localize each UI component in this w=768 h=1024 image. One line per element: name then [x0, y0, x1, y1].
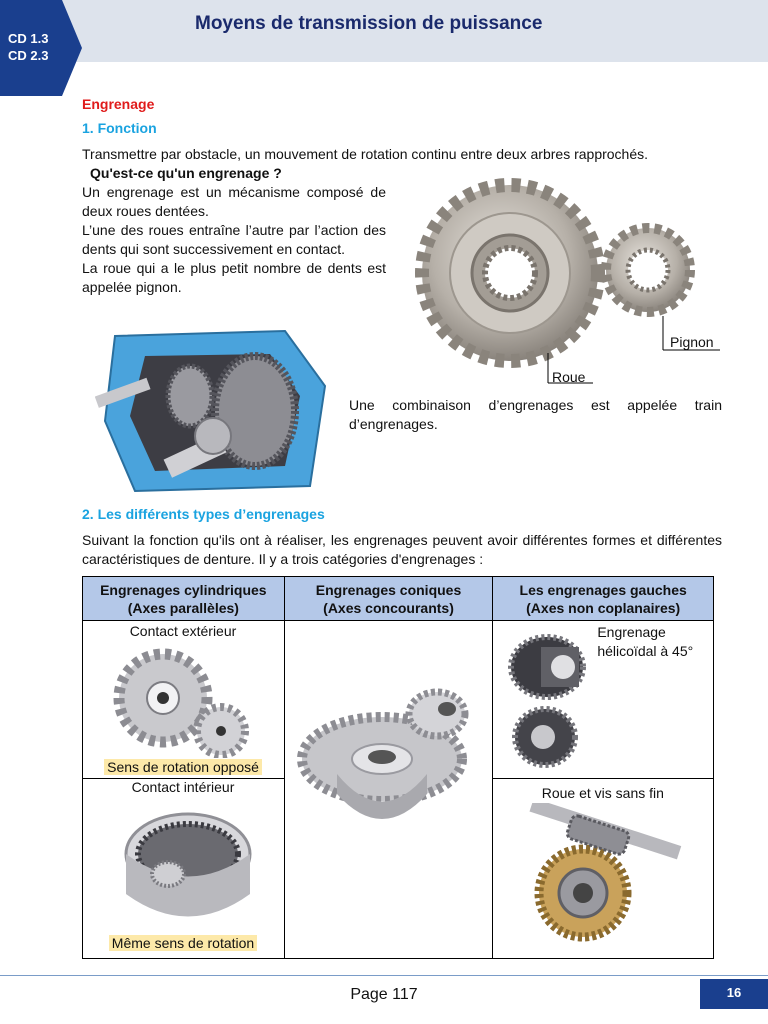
- helicoidal-line2: hélicoïdal à 45°: [597, 643, 694, 659]
- subheading-types: 2. Les différents types d’engrenages: [82, 506, 325, 522]
- page-title: Moyens de transmission de puissance: [195, 13, 543, 34]
- gearbox-image: [95, 326, 335, 496]
- badge-line-1: CD 1.3: [8, 31, 49, 46]
- label-pignon: Pignon: [670, 334, 714, 350]
- train-text: Une combinaison d’engrenages est appelée train d’engrenages.: [349, 397, 722, 432]
- meme-sens-label: [83, 935, 283, 951]
- roue-vis-label: Roue et vis sans fin: [541, 785, 664, 801]
- helical-gear-image: [505, 627, 595, 775]
- subheading-fonction: 1. Fonction: [82, 120, 157, 136]
- external-gear-image: [111, 643, 261, 758]
- cell-contact-exterieur: [83, 621, 285, 779]
- gear-types-table: [82, 576, 714, 959]
- definition-text: [82, 183, 386, 297]
- cell-coniques: [284, 621, 493, 959]
- definition-p1: Un engrenage est un mécanisme composé de deux roues dentées.: [82, 184, 386, 219]
- worm-gear-image: [518, 803, 688, 943]
- sens-oppose-text: Sens de rotation opposé: [104, 759, 262, 775]
- helicoidal-line1: Engrenage: [597, 624, 666, 640]
- col3-line1: Les engrenages gauches: [519, 581, 687, 598]
- cell-contact-interieur: [83, 779, 285, 959]
- badge-line-2: CD 2.3: [8, 48, 49, 63]
- types-text: Suivant la fonction qu'ils ont à réaliser, les engrenages peuvent avoir différentes formes et différentes caractéristiques de denture. Il y a trois catégories d'engrenages :: [82, 532, 722, 567]
- label-roue: Roue: [552, 369, 586, 385]
- internal-gear-image: [118, 799, 258, 934]
- cell-roue-vis: [493, 779, 714, 959]
- chapter-codes: [8, 30, 48, 64]
- col2-line2: (Axes concourants): [323, 599, 454, 616]
- col1-line1: Engrenages cylindriques: [100, 581, 267, 598]
- col-gauches: [493, 577, 714, 621]
- col3-line2: (Axes non coplanaires): [526, 599, 681, 616]
- col-cylindriques: [83, 577, 285, 621]
- section-heading: Engrenage: [82, 96, 155, 112]
- question-heading: Qu'est-ce qu'un engrenage ?: [90, 165, 282, 181]
- cell-helicoidal: [493, 621, 714, 779]
- contact-ext-label: Contact extérieur: [129, 623, 237, 639]
- bevel-gear-image: [297, 679, 487, 849]
- contact-int-label: Contact intérieur: [131, 779, 235, 795]
- folio-badge: 16: [700, 979, 768, 1009]
- col2-line1: Engrenages coniques: [315, 581, 462, 598]
- fonction-text: Transmettre par obstacle, un mouvement de rotation continu entre deux arbres rapprochés.: [82, 146, 649, 162]
- table-row: [83, 621, 714, 779]
- table-header-row: [83, 577, 714, 621]
- footer-rule: [0, 975, 768, 976]
- sens-oppose-label: [83, 759, 283, 775]
- col1-line2: (Axes parallèles): [127, 599, 239, 616]
- gear-pair-image: [398, 178, 728, 388]
- helicoidal-label: [597, 623, 693, 661]
- definition-p3: La roue qui a le plus petit nombre de dents est appelée pignon.: [82, 260, 386, 295]
- meme-sens-text: Même sens de rotation: [109, 935, 257, 951]
- definition-p2: L’une des roues entraîne l’autre par l’action des dents qui sont successivement en contact.: [82, 222, 386, 257]
- page-number: Page 117: [350, 986, 418, 1003]
- col-coniques: [284, 577, 493, 621]
